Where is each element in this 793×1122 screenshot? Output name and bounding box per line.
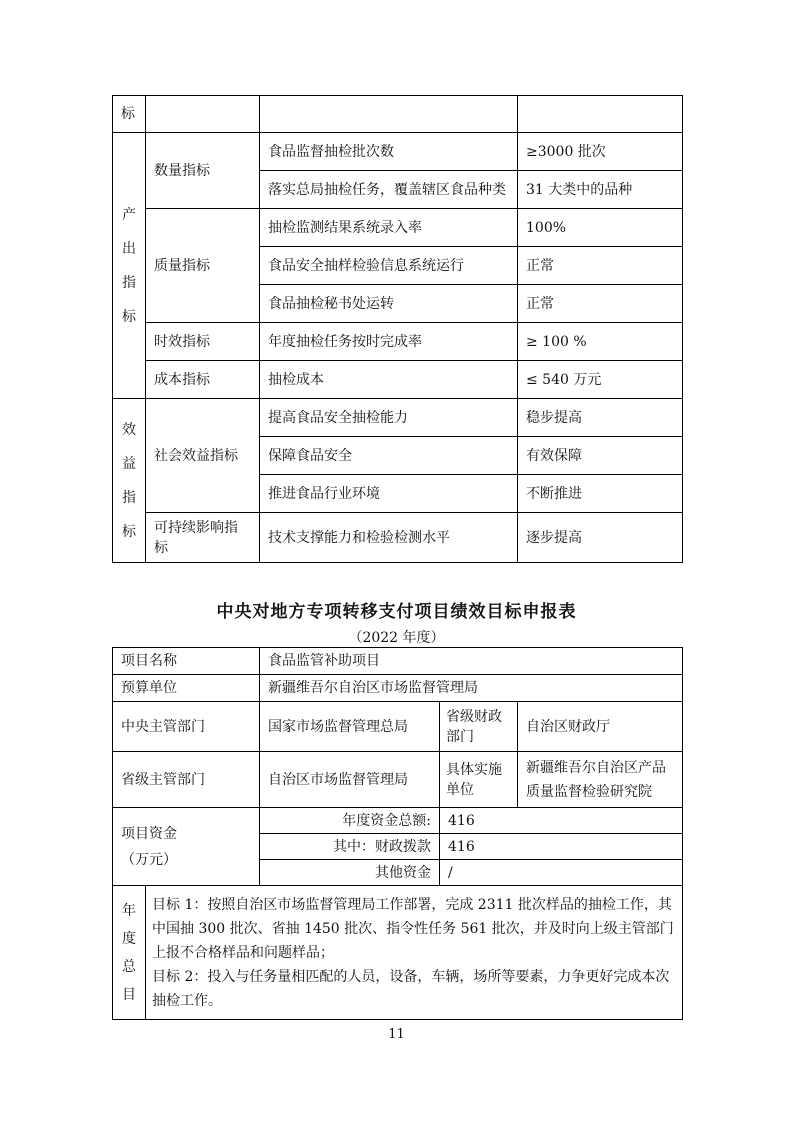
annual-goal-label: 年 度 总 目 xyxy=(113,886,146,1020)
indicator-cell: 食品抽检秘书处运转 xyxy=(260,285,518,323)
quantity-indicator-label: 数量指标 xyxy=(146,133,260,209)
value-cell: 100% xyxy=(518,209,683,247)
project-name-value: 食品监管补助项目 xyxy=(260,648,683,675)
value-cell: 正常 xyxy=(518,247,683,285)
central-dept-value: 国家市场监督管理总局 xyxy=(260,702,440,752)
other-funds-label: 其他资金 xyxy=(260,860,440,886)
fiscal-funds-value: 416 xyxy=(440,834,683,860)
value-cell: ≥3000 批次 xyxy=(518,133,683,171)
project-funds-label: 项目资金 （万元） xyxy=(113,808,260,886)
indicator-cell: 年度抽检任务按时完成率 xyxy=(260,323,518,361)
central-dept-label: 中央主管部门 xyxy=(113,702,260,752)
prov-dept-label: 省级主管部门 xyxy=(113,752,260,808)
value-cell: 31 大类中的品种 xyxy=(518,171,683,209)
value-cell: 稳步提高 xyxy=(518,399,683,437)
value-cell: 不断推进 xyxy=(518,475,683,513)
indicator-cell: 食品监督抽检批次数 xyxy=(260,133,518,171)
value-cell: ≥ 100 % xyxy=(518,323,683,361)
social-benefit-label: 社会效益指标 xyxy=(146,399,260,513)
performance-indicator-table xyxy=(112,95,683,563)
annual-goal-text xyxy=(146,886,683,1020)
indicator-cell: 保障食品安全 xyxy=(260,437,518,475)
total-funds-value: 416 xyxy=(440,808,683,834)
prov-finance-label: 省级财政部门 xyxy=(440,702,518,752)
timeliness-indicator-label: 时效指标 xyxy=(146,323,260,361)
form-title: 中央对地方专项转移支付项目绩效目标申报表 xyxy=(216,602,577,622)
cost-indicator-label: 成本指标 xyxy=(146,361,260,399)
indicator-cell: 落实总局抽检任务，覆盖辖区食品种类 xyxy=(260,171,518,209)
indicator-cell: 推进食品行业环境 xyxy=(260,475,518,513)
value-cell: 有效保障 xyxy=(518,437,683,475)
form-subtitle: （2022 年度） xyxy=(348,630,445,646)
goal-2: 目标 2：投入与任务量相匹配的人员，设备，车辆，场所等要素，力争更好完成本次抽检工作。 xyxy=(152,968,670,1009)
value-cell: 正常 xyxy=(518,285,683,323)
page-number: 11 xyxy=(388,1027,405,1042)
prov-dept-value: 自治区市场监督管理局 xyxy=(260,752,440,808)
indicator-cell: 抽检成本 xyxy=(260,361,518,399)
sustainability-indicator-label: 可持续影响指标 xyxy=(146,513,260,563)
budget-unit-label: 预算单位 xyxy=(113,675,260,702)
quality-indicator-label: 质量指标 xyxy=(146,209,260,323)
prov-finance-value: 自治区财政厅 xyxy=(518,702,683,752)
indicator-cell: 技术支撑能力和检验检测水平 xyxy=(260,513,518,563)
fiscal-funds-label: 其中：财政拨款 xyxy=(260,834,440,860)
impl-unit-value: 新疆维吾尔自治区产品质量监督检验研究院 xyxy=(518,752,683,808)
output-indicator-label: 产 出 指 标 xyxy=(113,133,146,399)
category-label-top: 标 xyxy=(113,96,146,133)
other-funds-value: / xyxy=(440,860,683,886)
goal-1: 目标 1：按照自治区市场监督管理局工作部署，完成 2311 批次样品的抽检工作，其中国抽 300 批次、省抽 1450 批次、指令性任务 561 批次，并及时向上级主管部门上报不合格样品和问题样品； xyxy=(152,896,674,961)
indicator-cell: 抽检监测结果系统录入率 xyxy=(260,209,518,247)
indicator-cell: 提高食品安全抽检能力 xyxy=(260,399,518,437)
total-funds-label: 年度资金总额: xyxy=(260,808,440,834)
indicator-cell: 食品安全抽样检验信息系统运行 xyxy=(260,247,518,285)
value-cell: ≤ 540 万元 xyxy=(518,361,683,399)
budget-unit-value: 新疆维吾尔自治区市场监督管理局 xyxy=(260,675,683,702)
value-cell: 逐步提高 xyxy=(518,513,683,563)
project-name-label: 项目名称 xyxy=(113,648,260,675)
benefit-indicator-label: 效 益 指 标 xyxy=(113,399,146,563)
project-application-form xyxy=(112,647,683,1020)
impl-unit-label: 具体实施单位 xyxy=(440,752,518,808)
